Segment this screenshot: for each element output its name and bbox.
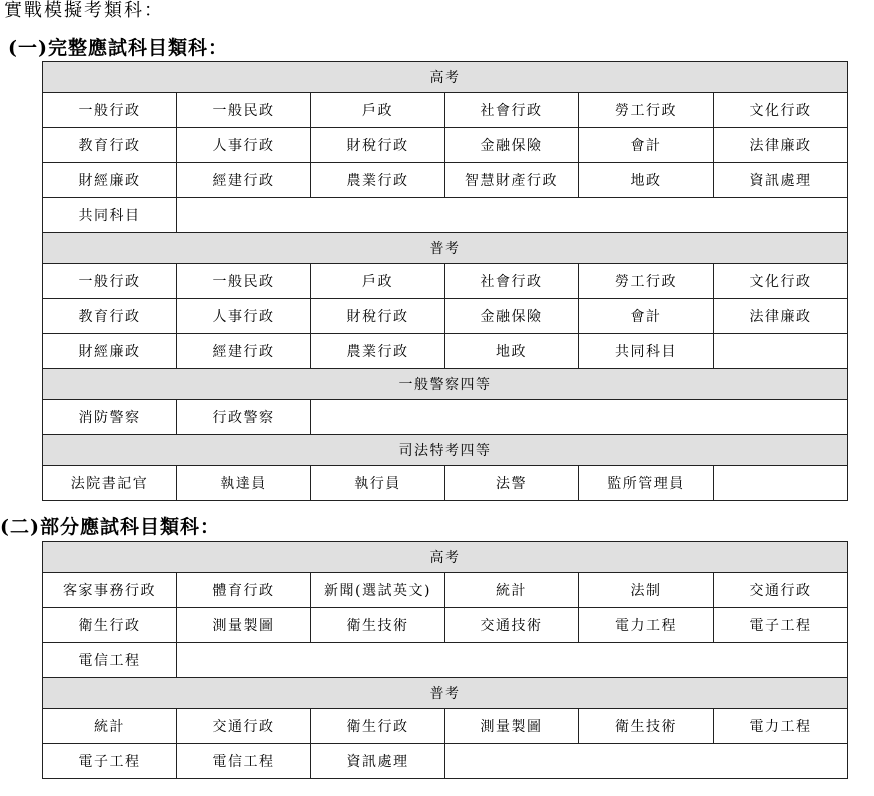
subject-cell: 法制 <box>579 573 714 608</box>
empty-cell <box>177 643 848 678</box>
subject-cell: 衛生行政 <box>311 709 445 744</box>
subject-cell: 電子工程 <box>43 744 177 779</box>
subject-cell: 法警 <box>445 466 579 501</box>
subject-row <box>43 128 848 163</box>
subject-cell: 電力工程 <box>714 709 848 744</box>
empty-cell <box>714 334 848 369</box>
complete-subjects-table <box>42 61 848 501</box>
subject-cell: 經建行政 <box>177 334 311 369</box>
subject-cell: 文化行政 <box>714 264 848 299</box>
subject-row <box>43 709 848 744</box>
subject-cell: 資訊處理 <box>714 163 848 198</box>
intro-heading: 實戰模擬考類科： <box>4 0 164 21</box>
subject-cell: 執達員 <box>177 466 311 501</box>
subject-cell: 財經廉政 <box>43 163 177 198</box>
subject-cell: 電信工程 <box>43 643 177 678</box>
empty-cell <box>445 744 848 779</box>
group-header: 普考 <box>43 233 848 264</box>
group-header: 司法特考四等 <box>43 435 848 466</box>
subject-row <box>43 198 848 233</box>
subject-cell: 法律廉政 <box>714 128 848 163</box>
subject-cell: 共同科目 <box>43 198 177 233</box>
subject-cell: 體育行政 <box>177 573 311 608</box>
section-title-partial: (二)部分應試科目類科： <box>0 516 220 538</box>
subject-cell: 法院書記官 <box>43 466 177 501</box>
subject-row <box>43 264 848 299</box>
subject-cell: 會計 <box>579 128 714 163</box>
subject-row <box>43 334 848 369</box>
group-header-row <box>43 369 848 400</box>
subject-cell: 衛生行政 <box>43 608 177 643</box>
subject-cell: 資訊處理 <box>311 744 445 779</box>
subject-cell: 統計 <box>43 709 177 744</box>
subject-cell: 教育行政 <box>43 128 177 163</box>
subject-cell: 電力工程 <box>579 608 714 643</box>
subject-cell: 社會行政 <box>445 93 579 128</box>
subject-cell: 消防警察 <box>43 400 177 435</box>
subject-cell: 戶政 <box>311 264 445 299</box>
subject-cell: 勞工行政 <box>579 264 714 299</box>
subject-cell: 農業行政 <box>311 163 445 198</box>
subject-cell: 行政警察 <box>177 400 311 435</box>
empty-cell <box>177 198 848 233</box>
subject-cell: 執行員 <box>311 466 445 501</box>
subject-cell: 電子工程 <box>714 608 848 643</box>
group-header: 高考 <box>43 542 848 573</box>
subject-row <box>43 643 848 678</box>
subject-cell: 經建行政 <box>177 163 311 198</box>
subject-cell: 金融保險 <box>445 128 579 163</box>
subject-cell: 衛生技術 <box>579 709 714 744</box>
subject-cell: 統計 <box>445 573 579 608</box>
subject-cell: 一般民政 <box>177 264 311 299</box>
subject-cell: 一般民政 <box>177 93 311 128</box>
subject-cell: 智慧財產行政 <box>445 163 579 198</box>
group-header: 普考 <box>43 678 848 709</box>
subject-cell: 一般行政 <box>43 264 177 299</box>
subject-row <box>43 573 848 608</box>
subject-cell: 農業行政 <box>311 334 445 369</box>
subject-cell: 電信工程 <box>177 744 311 779</box>
subject-cell: 地政 <box>445 334 579 369</box>
subject-cell: 交通行政 <box>177 709 311 744</box>
partial-subjects-table <box>42 541 848 779</box>
subject-cell: 客家事務行政 <box>43 573 177 608</box>
subject-cell: 衛生技術 <box>311 608 445 643</box>
subject-row <box>43 400 848 435</box>
subject-cell: 勞工行政 <box>579 93 714 128</box>
group-header-row <box>43 678 848 709</box>
subject-cell: 戶政 <box>311 93 445 128</box>
group-header-row <box>43 62 848 93</box>
subject-cell: 交通行政 <box>714 573 848 608</box>
subject-cell: 法律廉政 <box>714 299 848 334</box>
group-header-row <box>43 542 848 573</box>
subject-row <box>43 299 848 334</box>
subject-row <box>43 744 848 779</box>
subject-cell: 財稅行政 <box>311 128 445 163</box>
subject-cell: 金融保險 <box>445 299 579 334</box>
subject-cell: 共同科目 <box>579 334 714 369</box>
subject-cell: 一般行政 <box>43 93 177 128</box>
subject-cell: 新聞(選試英文) <box>311 573 445 608</box>
group-header: 一般警察四等 <box>43 369 848 400</box>
subject-cell: 人事行政 <box>177 299 311 334</box>
subject-cell: 教育行政 <box>43 299 177 334</box>
subject-cell: 財稅行政 <box>311 299 445 334</box>
subject-cell: 人事行政 <box>177 128 311 163</box>
subject-cell: 會計 <box>579 299 714 334</box>
subject-row <box>43 608 848 643</box>
empty-cell <box>311 400 848 435</box>
subject-cell: 文化行政 <box>714 93 848 128</box>
subject-row <box>43 163 848 198</box>
subject-cell: 社會行政 <box>445 264 579 299</box>
group-header: 高考 <box>43 62 848 93</box>
group-header-row <box>43 233 848 264</box>
subject-cell: 監所管理員 <box>579 466 714 501</box>
subject-cell: 財經廉政 <box>43 334 177 369</box>
subject-row <box>43 93 848 128</box>
subject-row <box>43 466 848 501</box>
group-header-row <box>43 435 848 466</box>
subject-cell: 交通技術 <box>445 608 579 643</box>
subject-cell: 地政 <box>579 163 714 198</box>
section-title-complete: (一)完整應試科目類科： <box>8 37 228 59</box>
empty-cell <box>714 466 848 501</box>
subject-cell: 測量製圖 <box>445 709 579 744</box>
subject-cell: 測量製圖 <box>177 608 311 643</box>
